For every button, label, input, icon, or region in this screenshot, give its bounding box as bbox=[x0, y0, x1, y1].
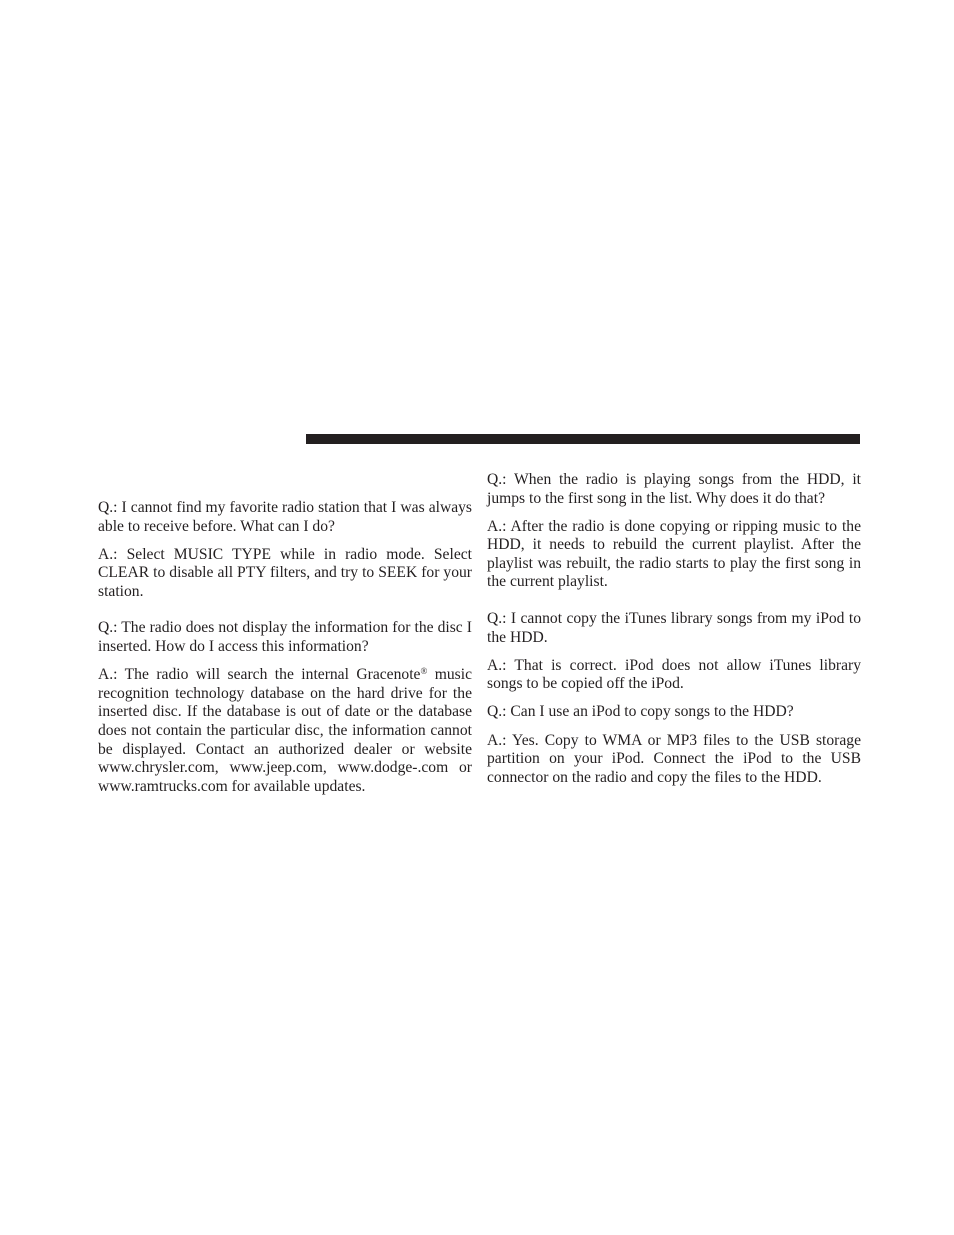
left-column bbox=[98, 499, 472, 796]
answer-first-song: A.: After the radio is done copying or ripping music to the HDD, it needs to rebuild the current playlist. After the playlist was rebuilt, the radio starts to play the first song in the current playlist. bbox=[487, 517, 861, 591]
answer-disc-info-part2: music recognition technology database on the hard drive for the inserted disc. If the database is out of date or the database does not contain the particular disc, the information cannot be displayed. Contact an authorized dealer or website www.chrysler.com, www.jeep.com, www.dodge-.com or www.ramtrucks.com for available updates. bbox=[98, 666, 472, 795]
answer-disc-info-part1: A.: The radio will search the internal Gracenote bbox=[98, 666, 421, 684]
spacer bbox=[98, 601, 472, 619]
question-itunes-copy: Q.: I cannot copy the iTunes library songs from my iPod to the HDD. bbox=[487, 610, 861, 646]
question-first-song: Q.: When the radio is playing songs from the HDD, it jumps to the first song in the list. Why does it do that? bbox=[487, 471, 861, 507]
answer-disc-info bbox=[98, 666, 472, 796]
answer-ipod-copy: A.: Yes. Copy to WMA or MP3 files to the USB storage partition on your iPod. Connect the iPod to the USB connector on the radio and copy the files to the HDD. bbox=[487, 731, 861, 786]
answer-itunes-copy: A.: That is correct. iPod does not allow iTunes library songs to be copied off the iPod. bbox=[487, 656, 861, 693]
spacer bbox=[487, 592, 861, 610]
question-ipod-copy: Q.: Can I use an iPod to copy songs to the HDD? bbox=[487, 703, 794, 721]
question-favorite-station: Q.: I cannot find my favorite radio station that I was always able to receive before. What can I do? bbox=[98, 499, 472, 535]
section-header-bar bbox=[306, 434, 860, 444]
registered-mark: ® bbox=[420, 666, 428, 677]
question-disc-info: Q.: The radio does not display the information for the disc I inserted. How do I access this information? bbox=[98, 619, 472, 656]
right-column bbox=[487, 471, 861, 787]
answer-favorite-station: A.: Select MUSIC TYPE while in radio mode. Select CLEAR to disable all PTY filters, and try to SEEK for your station. bbox=[98, 545, 472, 600]
